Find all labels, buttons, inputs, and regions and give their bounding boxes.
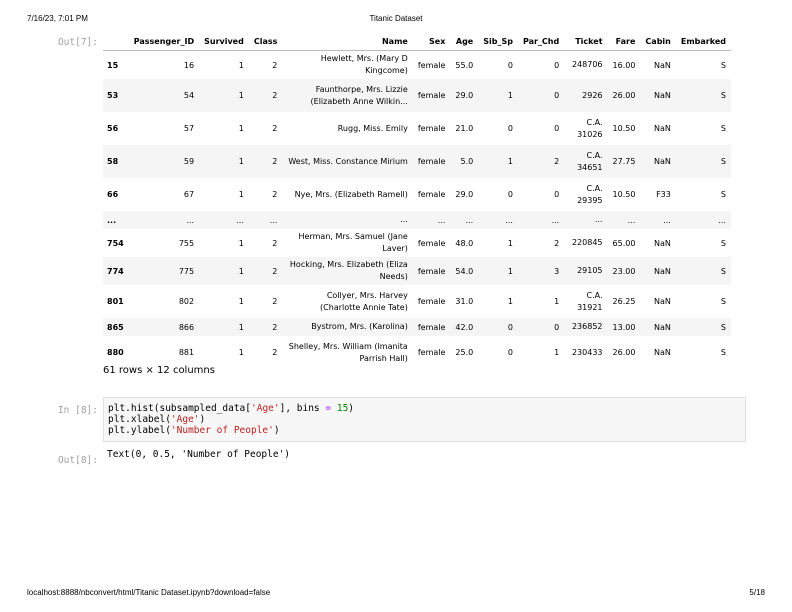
code-cell-input[interactable]: [103, 397, 746, 442]
table-cell: 2: [272, 124, 278, 133]
dataframe-table: [103, 32, 731, 369]
table-cell: NaN: [653, 60, 671, 70]
table-cell: 1: [554, 348, 560, 357]
table-cell: 48.0: [455, 238, 474, 248]
page-title: Titanic Dataset: [369, 14, 423, 23]
table-cell: 1: [507, 297, 513, 306]
table-cell: 0: [554, 124, 560, 133]
table-cell: 25.0: [455, 348, 474, 357]
table-cell: 1: [199, 79, 249, 112]
row-index-cell: 15: [107, 60, 119, 70]
table-cell: ...: [282, 211, 412, 229]
table-cell: NaN: [653, 297, 671, 306]
table-cell: 2: [554, 238, 560, 248]
table-cell: 1: [478, 145, 518, 178]
table-cell: 1: [554, 297, 560, 306]
table-cell: S: [720, 297, 726, 306]
table-cell: 230433: [571, 347, 603, 357]
table-cell: C.A. 34651: [564, 145, 607, 178]
table-cell: NaN: [653, 348, 671, 357]
column-header: Sib_Sp: [478, 32, 518, 51]
table-cell: 57: [183, 124, 195, 133]
table-cell: 2: [272, 60, 278, 70]
table-cell: NaN: [640, 145, 675, 178]
column-header: Survived: [199, 32, 249, 51]
table-cell: 1: [238, 124, 244, 133]
table-cell: 755: [178, 238, 195, 248]
table-cell: 29.0: [450, 79, 478, 112]
table-cell: NaN: [653, 238, 671, 248]
table-cell: NaN: [640, 79, 675, 112]
table-row: [103, 51, 731, 80]
table-cell: NaN: [640, 318, 675, 336]
table-cell: 2926: [564, 79, 607, 112]
table-cell: 21.0: [455, 124, 474, 133]
table-row: [103, 257, 731, 285]
table-cell: ...: [450, 211, 478, 229]
table-cell: 0: [507, 348, 513, 357]
table-cell: ...: [608, 211, 641, 229]
table-cell: 2: [272, 238, 278, 248]
column-header: Par_Chd: [518, 32, 564, 51]
table-cell: S: [720, 124, 726, 133]
row-index-cell: ...: [103, 211, 129, 229]
table-cell: 1: [238, 60, 244, 70]
table-cell: female: [417, 190, 446, 199]
table-row: [103, 79, 731, 112]
table-cell: 236852: [564, 318, 607, 336]
table-cell: S: [720, 190, 726, 199]
table-cell: 29.0: [455, 190, 474, 199]
table-header-row: [103, 32, 731, 51]
table-cell: S: [676, 145, 731, 178]
table-cell: 1: [199, 257, 249, 285]
footer-page-number: 5/18: [749, 588, 765, 597]
table-row: [103, 285, 731, 318]
table-cell: 1: [478, 79, 518, 112]
column-header: Cabin: [640, 32, 675, 51]
table-cell: S: [720, 348, 726, 357]
table-cell: 0: [554, 190, 560, 199]
table-cell: 29105: [564, 257, 607, 285]
code-line: plt.ylabel('Number of People'): [108, 425, 280, 436]
table-cell: Collyer, Mrs. Harvey (Charlotte Annie Tate): [320, 290, 408, 312]
table-cell: 42.0: [450, 318, 478, 336]
table-cell: 2: [249, 79, 283, 112]
column-header: Embarked: [676, 32, 731, 51]
table-cell: 13.00: [608, 318, 641, 336]
cell-output-text: Text(0, 0.5, 'Number of People'): [107, 449, 291, 460]
table-cell: 10.50: [612, 124, 636, 133]
output-prompt-8: Out[8]:: [57, 455, 98, 466]
table-cell: ...: [640, 211, 675, 229]
row-index-cell: 865: [103, 318, 129, 336]
table-cell: ...: [249, 211, 283, 229]
table-cell: Rugg, Miss. Emily: [337, 123, 408, 133]
row-index-cell: 880: [107, 348, 124, 357]
table-cell: 0: [507, 124, 513, 133]
table-cell: 1: [238, 348, 244, 357]
table-cell: female: [417, 124, 446, 133]
table-cell: female: [417, 60, 446, 70]
table-cell: 248706: [571, 60, 603, 69]
table-row: [103, 112, 731, 145]
row-index-cell: 66: [107, 190, 119, 199]
table-cell: 5.0: [450, 145, 478, 178]
row-index-cell: 801: [107, 297, 124, 306]
column-header: Class: [249, 32, 283, 51]
column-header: Fare: [608, 32, 641, 51]
code-line: plt.hist(subsampled_data['Age'], bins = 15): [108, 403, 355, 414]
table-cell: 2: [272, 297, 278, 306]
table-cell: C.A. 31026: [577, 117, 603, 139]
footer-url: localhost:8888/nbconvert/html/Titanic Dataset.ipynb?download=false: [27, 588, 271, 597]
table-cell: 1: [507, 238, 513, 248]
table-cell: S: [720, 238, 726, 248]
table-cell: F33: [656, 190, 671, 199]
table-cell: ...: [199, 211, 249, 229]
table-cell: ...: [518, 211, 564, 229]
table-cell: 0: [507, 190, 513, 199]
column-header: Sex: [413, 32, 451, 51]
table-cell: female: [413, 145, 451, 178]
table-cell: 54.0: [450, 257, 478, 285]
table-cell: NaN: [653, 124, 671, 133]
table-cell: 1: [238, 238, 244, 248]
table-cell: 2: [249, 318, 283, 336]
table-cell: 1: [199, 145, 249, 178]
row-index-cell: 53: [103, 79, 129, 112]
row-index-cell: 774: [103, 257, 129, 285]
table-cell: 1: [238, 297, 244, 306]
table-cell: 2: [249, 257, 283, 285]
table-cell: C.A. 31921: [577, 290, 603, 312]
table-cell: 0: [478, 318, 518, 336]
table-cell: ...: [129, 211, 199, 229]
table-row: [103, 318, 731, 336]
print-timestamp: 7/16/23, 7:01 PM: [27, 14, 88, 23]
table-row: [103, 178, 731, 211]
table-cell: ...: [478, 211, 518, 229]
table-cell: female: [413, 318, 451, 336]
table-cell: Faunthorpe, Mrs. Lizzie (Elizabeth Anne Wilkin...: [282, 79, 412, 112]
table-cell: 31.0: [455, 297, 474, 306]
row-index-cell: 754: [107, 238, 124, 248]
table-cell: 0: [554, 60, 560, 70]
table-cell: Hewlett, Mrs. (Mary D Kingcome): [320, 54, 408, 75]
table-cell: ...: [413, 211, 451, 229]
table-cell: Herman, Mrs. Samuel (Jane Laver): [298, 232, 408, 253]
table-cell: 1: [199, 318, 249, 336]
dataframe-shape-summary: 61 rows × 12 columns: [103, 365, 215, 376]
table-cell: ...: [676, 211, 731, 229]
table-cell: 2: [518, 145, 564, 178]
column-header-index: [103, 32, 129, 51]
table-cell: 27.75: [608, 145, 641, 178]
table-cell: 2: [272, 190, 278, 199]
column-header: Ticket: [564, 32, 607, 51]
table-cell: female: [417, 348, 446, 357]
output-prompt-7: Out[7]:: [57, 37, 98, 48]
row-index-cell: 56: [107, 124, 119, 133]
table-cell: 55.0: [455, 60, 474, 70]
table-cell: 220845: [571, 238, 603, 247]
column-header: Name: [282, 32, 412, 51]
table-cell: 2: [249, 145, 283, 178]
table-cell: Bystrom, Mrs. (Karolina): [282, 318, 412, 336]
table-cell: C.A. 29395: [577, 183, 603, 205]
table-cell: S: [676, 79, 731, 112]
table-cell: 0: [518, 79, 564, 112]
table-cell: 59: [129, 145, 199, 178]
table-cell: 65.00: [612, 238, 636, 248]
table-cell: female: [413, 79, 451, 112]
table-cell: 23.00: [608, 257, 641, 285]
table-row: [103, 145, 731, 178]
table-cell: West, Miss. Constance Mirium: [282, 145, 412, 178]
table-cell: 881: [178, 348, 195, 357]
table-cell: S: [676, 257, 731, 285]
table-cell: 1: [478, 257, 518, 285]
table-cell: 0: [507, 60, 513, 70]
code-line: plt.xlabel('Age'): [108, 414, 206, 425]
table-cell: 16: [183, 60, 195, 70]
table-cell: 0: [518, 318, 564, 336]
table-cell: 26.00: [612, 348, 636, 357]
table-row: [103, 211, 731, 229]
table-row: [103, 229, 731, 257]
table-cell: 866: [129, 318, 199, 336]
table-cell: S: [676, 318, 731, 336]
column-header: Passenger_ID: [129, 32, 199, 51]
table-cell: Shelley, Mrs. William (Imanita Parrish Hall): [288, 341, 408, 363]
table-cell: 775: [129, 257, 199, 285]
table-cell: ...: [564, 211, 607, 229]
table-cell: Nye, Mrs. (Elizabeth Ramell): [294, 189, 408, 199]
table-cell: female: [417, 297, 446, 306]
table-cell: female: [417, 238, 446, 248]
table-cell: Hocking, Mrs. Elizabeth (Eliza Needs): [282, 257, 412, 285]
table-cell: S: [720, 60, 726, 70]
table-cell: 26.25: [612, 297, 636, 306]
table-cell: NaN: [640, 257, 675, 285]
table-cell: 16.00: [612, 60, 636, 70]
column-header: Age: [450, 32, 478, 51]
table-cell: 26.00: [608, 79, 641, 112]
table-cell: 54: [129, 79, 199, 112]
table-cell: 1: [238, 190, 244, 199]
table-cell: female: [413, 257, 451, 285]
table-cell: 3: [518, 257, 564, 285]
input-prompt-8: In [8]:: [57, 405, 98, 416]
row-index-cell: 58: [103, 145, 129, 178]
table-cell: 67: [183, 190, 195, 199]
table-cell: 2: [272, 348, 278, 357]
table-cell: 10.50: [612, 190, 636, 199]
table-cell: 802: [178, 297, 195, 306]
